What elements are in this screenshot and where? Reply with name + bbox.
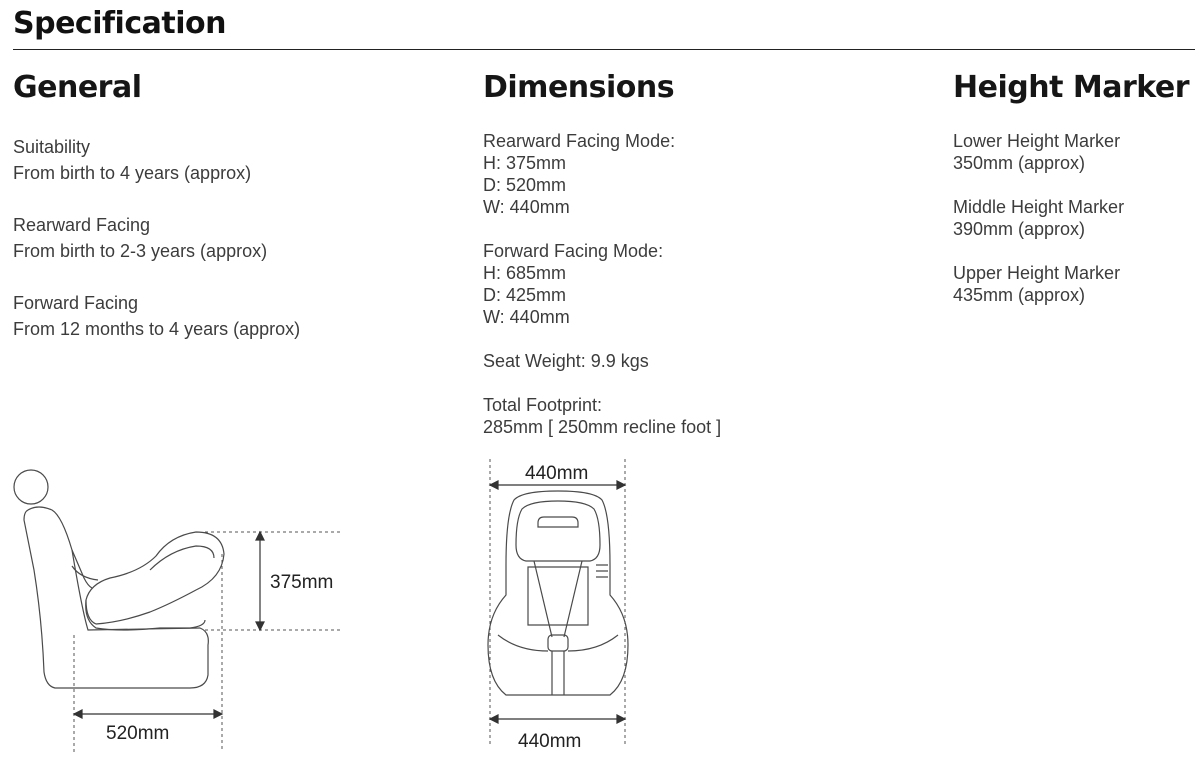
front-view-guides (490, 459, 625, 747)
seat-weight-block (483, 350, 649, 372)
top-width-arrow-head-left (490, 481, 498, 489)
rearward-mode-block (483, 130, 675, 218)
forward-height: H: 685mm (483, 263, 567, 283)
lower-marker-value: 350mm (approx) (953, 153, 1086, 173)
height-marker-heading: Height Marker (953, 70, 1190, 105)
headrest-outline (516, 501, 600, 561)
lower-marker-block (953, 130, 1120, 174)
rearward-depth: D: 520mm (483, 175, 567, 195)
middle-marker-block (953, 196, 1124, 240)
title-divider (13, 49, 1195, 50)
general-suitability (13, 134, 251, 186)
front-seat-outline (488, 491, 628, 695)
child-seat-base (86, 600, 205, 630)
height-arrow-head-top (256, 532, 264, 540)
front-top-width-label: 440mm (525, 463, 589, 484)
rearward-height: H: 375mm (483, 153, 567, 173)
front-view-diagram (478, 455, 638, 765)
front-bottom-width-label: 440mm (518, 731, 582, 752)
general-forward (13, 290, 300, 342)
rearward-facing-value: From birth to 2-3 years (approx) (13, 241, 268, 261)
upper-marker-label: Upper Height Marker (953, 263, 1121, 283)
lower-marker-label: Lower Height Marker (953, 131, 1121, 151)
rearward-mode-label: Rearward Facing Mode: (483, 131, 676, 151)
general-heading: General (13, 70, 142, 105)
depth-arrow-head-right (214, 710, 222, 718)
bottom-width-arrow-head-right (617, 715, 625, 723)
side-height-label: 375mm (270, 572, 334, 593)
side-view-diagram (0, 460, 360, 760)
forward-facing-label: Forward Facing (13, 293, 139, 313)
footprint-block (483, 394, 721, 438)
forward-facing-value: From 12 months to 4 years (approx) (13, 319, 301, 339)
footprint-label: Total Footprint: (483, 395, 603, 415)
page-title: Specification (13, 6, 226, 41)
rearward-width: W: 440mm (483, 197, 570, 217)
top-width-arrow-head-right (617, 481, 625, 489)
middle-marker-value: 390mm (approx) (953, 219, 1086, 239)
front-view-drawing (488, 491, 628, 695)
headrest-handle (538, 517, 578, 527)
suitability-label: Suitability (13, 137, 91, 157)
suitability-value: From birth to 4 years (approx) (13, 163, 252, 183)
lap-belt (498, 635, 618, 651)
forward-width: W: 440mm (483, 307, 570, 327)
forward-depth: D: 425mm (483, 285, 567, 305)
height-marker-slots (596, 565, 608, 577)
forward-mode-block (483, 240, 663, 328)
buckle (548, 635, 568, 651)
seat-weight: Seat Weight: 9.9 kgs (483, 351, 649, 371)
child-seat-shell (86, 532, 224, 624)
dimensions-heading: Dimensions (483, 70, 675, 105)
side-depth-label: 520mm (106, 723, 170, 744)
upper-marker-block (953, 262, 1120, 306)
forward-mode-label: Forward Facing Mode: (483, 241, 664, 261)
footprint-value: 285mm [ 250mm recline foot ] (483, 417, 722, 437)
head-outline (14, 470, 48, 504)
general-rearward (13, 212, 267, 264)
crotch-strap (552, 651, 564, 695)
middle-marker-label: Middle Height Marker (953, 197, 1125, 217)
side-view-drawing (14, 470, 224, 688)
bottom-width-arrow-head-left (490, 715, 498, 723)
height-arrow-head-bottom (256, 622, 264, 630)
side-view-arrows (74, 532, 264, 718)
child-seat-inner (150, 546, 214, 570)
depth-arrow-head-left (74, 710, 82, 718)
rearward-facing-label: Rearward Facing (13, 215, 151, 235)
upper-marker-value: 435mm (approx) (953, 285, 1086, 305)
